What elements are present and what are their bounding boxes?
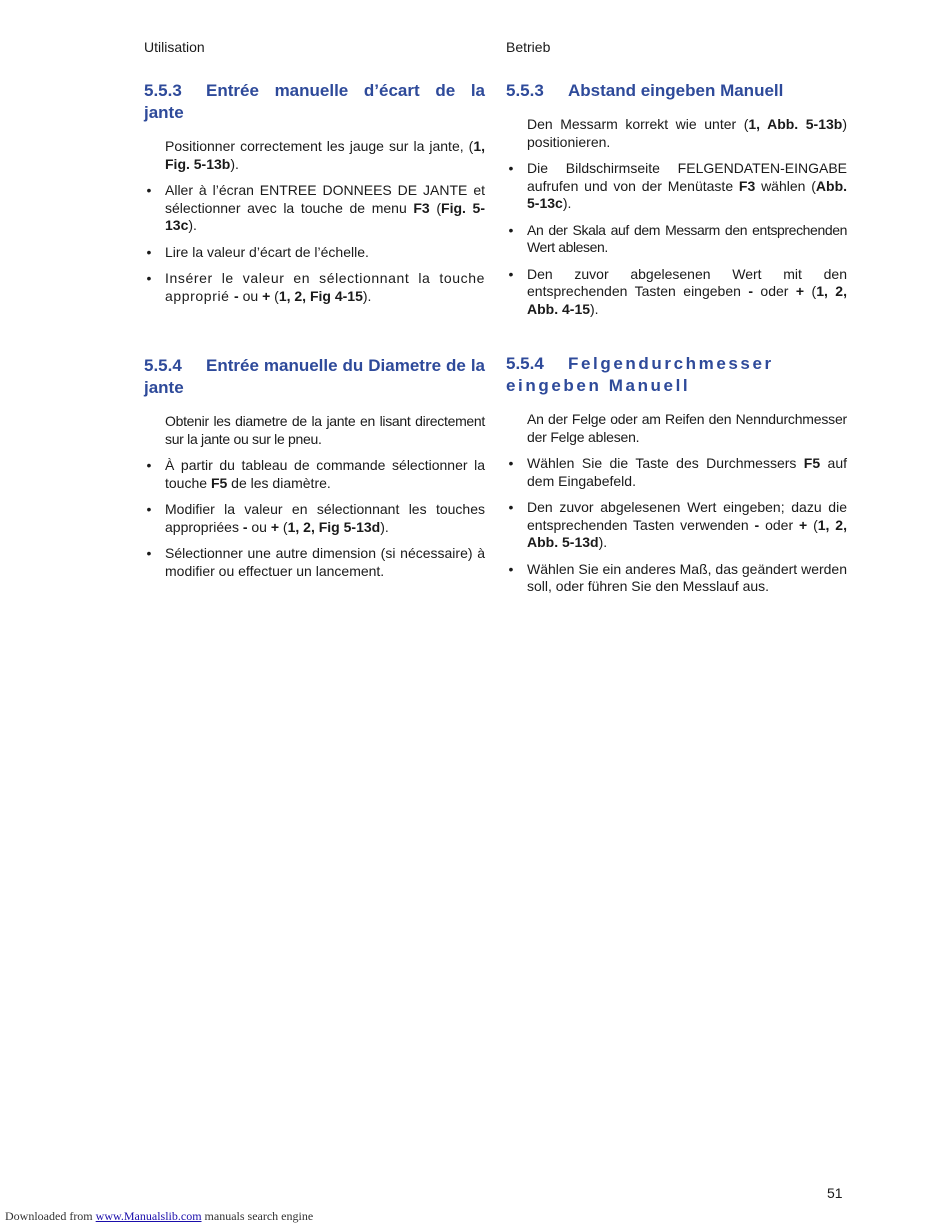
bullet-list xyxy=(144,457,485,580)
list-item: • Lire la valeur d’écart de l’échelle. xyxy=(165,244,485,262)
bullet-icon: • xyxy=(508,560,514,577)
list-item: • Den zuvor abgelesenen Wert mit den entsprechenden Tasten eingeben - oder + (1, 2, Abb. 4-15). xyxy=(527,266,847,319)
bullet-icon: • xyxy=(146,545,152,561)
intro-paragraph: Obtenir les diametre de la jante en lisant directement sur la jante ou sur le pneu. xyxy=(165,413,485,447)
bullet-list xyxy=(506,160,847,318)
bullet-icon: • xyxy=(146,243,152,260)
intro-paragraph: Den Messarm korrekt wie unter (1, Abb. 5-13b) positionieren. xyxy=(527,116,847,150)
section-heading: 5.5.4 Felgendurchmesser eingeben Manuell xyxy=(506,354,774,395)
list-item: • An der Skala auf dem Messarm den entsprechenden Wert ablesen. xyxy=(527,222,847,257)
download-footer: Downloaded from www.Manualslib.com manuals search engine xyxy=(5,1209,314,1223)
list-item: • Sélectionner une autre dimension (si nécessaire) à modifier ou effectuer un lancement. xyxy=(165,545,485,580)
bullet-list xyxy=(506,455,847,596)
list-item: • Aller à l’écran ENTREE DONNEES DE JANTE et sélectionner avec la touche de menu F3 (Fig. 5-13c). xyxy=(165,182,485,235)
intro-paragraph: Positionner correctement les jauge sur la jante, (1, Fig. 5-13b). xyxy=(165,138,485,172)
bullet-icon: • xyxy=(508,160,514,176)
section-de-5-5-3 xyxy=(506,80,847,318)
bullet-icon: • xyxy=(146,501,152,517)
section-heading: 5.5.3 Entrée manuelle d’écart de la jante xyxy=(144,81,485,122)
intro-paragraph: An der Felge oder am Reifen den Nenndurchmesser der Felge ablesen. xyxy=(527,411,847,445)
list-item: • Wählen Sie die Taste des Durchmessers F5 auf dem Eingabefeld. xyxy=(527,455,847,490)
bullet-list xyxy=(144,182,485,305)
section-heading: 5.5.3 Abstand eingeben Manuell xyxy=(506,81,784,100)
bullet-icon: • xyxy=(146,270,152,286)
section-fr-5-5-4 xyxy=(144,355,485,580)
list-item: • Modifier la valeur en sélectionnant les touches appropriées - ou + (1, 2, Fig 5-13d). xyxy=(165,501,485,536)
bullet-icon: • xyxy=(508,455,514,471)
page-number: 51 xyxy=(827,1185,843,1201)
bullet-icon: • xyxy=(508,499,514,515)
section-heading: 5.5.4 Entrée manuelle du Diametre de la jante xyxy=(144,356,485,397)
bullet-icon: • xyxy=(508,221,514,238)
bullet-icon: • xyxy=(508,265,514,282)
section-de-5-5-4 xyxy=(506,353,847,596)
list-item: • À partir du tableau de commande sélectionner la touche F5 de les diamètre. xyxy=(165,457,485,492)
list-item: • Den zuvor abgelesenen Wert eingeben; dazu die entsprechenden Tasten verwenden - oder + (1, 2, Abb. 5-13d). xyxy=(527,499,847,552)
running-head-right: Betrieb xyxy=(506,39,551,55)
list-item: • Insérer le valeur en sélectionnant la touche approprié - ou + (1, 2, Fig 4-15). xyxy=(165,270,485,305)
running-head-left: Utilisation xyxy=(144,39,205,55)
bullet-icon: • xyxy=(146,457,152,473)
section-fr-5-5-3 xyxy=(144,80,485,305)
manualslib-link[interactable]: www.Manualslib.com xyxy=(95,1209,202,1223)
list-item: • Die Bildschirmseite FELGENDATEN-EINGABE aufrufen und von der Menütaste F3 wählen (Abb. 5-13c). xyxy=(527,160,847,213)
list-item: • Wählen Sie ein anderes Maß, das geändert werden soll, oder führen Sie den Messlauf aus. xyxy=(527,561,847,596)
bullet-icon: • xyxy=(146,182,152,198)
